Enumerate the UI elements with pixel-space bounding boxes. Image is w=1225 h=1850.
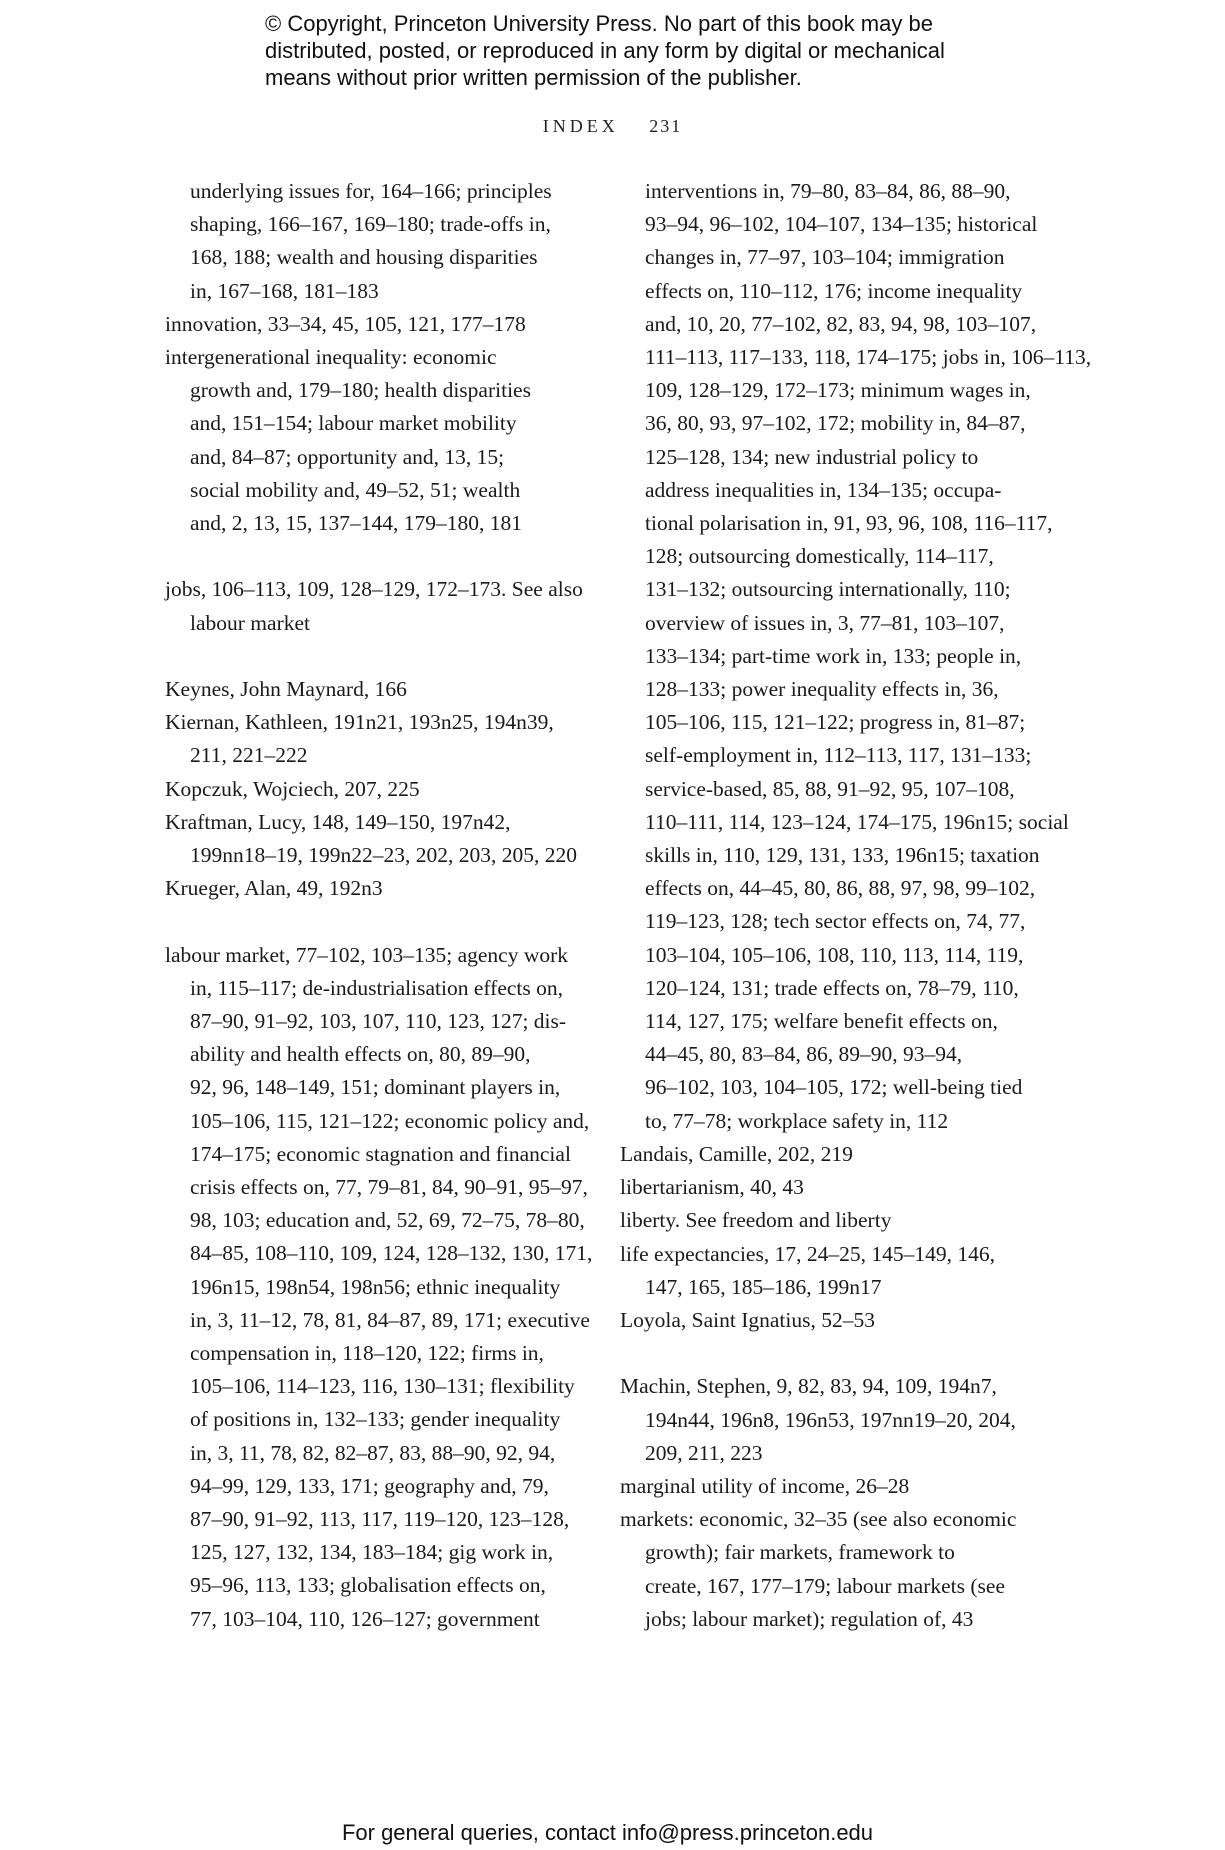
index-line: Landais, Camille, 202, 219 <box>620 1141 853 1166</box>
index-line: in, 167–168, 181–183 <box>190 278 379 303</box>
index-line: effects on, 44–45, 80, 86, 88, 97, 98, 99–102, <box>645 876 1036 901</box>
index-line: 44–45, 80, 83–84, 86, 89–90, 93–94, <box>645 1042 963 1067</box>
copyright-line: distributed, posted, or reproduced in any form by digital or mechanical <box>265 38 945 63</box>
index-line: Keynes, John Maynard, 166 <box>165 677 407 702</box>
index-line: 196n15, 198n54, 198n56; ethnic inequality <box>190 1274 561 1299</box>
index-line: 92, 96, 148–149, 151; dominant players in, <box>190 1075 561 1100</box>
index-line: libertarianism, 40, 43 <box>620 1175 804 1200</box>
index-line: Kraftman, Lucy, 148, 149–150, 197n42, <box>165 809 511 834</box>
footer-contact: For general queries, contact info@press.princeton.edu <box>341 1820 874 1845</box>
index-line: 105–106, 115, 121–122; progress in, 81–87; <box>645 710 1026 735</box>
index-line: jobs; labour market); regulation of, 43 <box>645 1606 974 1631</box>
index-line: 87–90, 91–92, 113, 117, 119–120, 123–128, <box>190 1507 570 1532</box>
page-number: 231 <box>649 116 683 136</box>
index-line: marginal utility of income, 26–28 <box>620 1473 910 1498</box>
index-label: INDEX <box>542 116 619 136</box>
index-line: 110–111, 114, 123–124, 174–175, 196n15; social <box>645 809 1069 834</box>
index-line: 119–123, 128; tech sector effects on, 74, 77, <box>645 909 1026 934</box>
index-line: innovation, 33–34, 45, 105, 121, 177–178 <box>165 311 526 336</box>
index-line: growth and, 179–180; health disparities <box>190 378 531 403</box>
index-line: growth); fair markets, framework to <box>645 1540 955 1565</box>
index-line: 95–96, 113, 133; globalisation effects on, <box>190 1573 546 1598</box>
index-line: effects on, 110–112, 176; income inequality <box>645 278 1023 303</box>
index-line: jobs, 106–113, 109, 128–129, 172–173. See also <box>165 577 583 602</box>
index-line: labour market, 77–102, 103–135; agency work <box>165 942 569 967</box>
index-line: compensation in, 118–120, 122; firms in, <box>190 1341 544 1366</box>
index-line: crisis effects on, 77, 79–81, 84, 90–91, 95–97, <box>190 1175 588 1200</box>
index-line: 105–106, 115, 121–122; economic policy and, <box>190 1108 590 1133</box>
index-line: 111–113, 117–133, 118, 174–175; jobs in, 106–113, <box>645 345 1092 370</box>
index-line: markets: economic, 32–35 (see also economic <box>620 1507 1017 1532</box>
index-line: shaping, 166–167, 169–180; trade-offs in, <box>190 212 551 237</box>
index-line: in, 3, 11–12, 78, 81, 84–87, 89, 171; executive <box>190 1307 590 1332</box>
index-line: 36, 80, 93, 97–102, 172; mobility in, 84–87, <box>645 411 1026 436</box>
index-line: 131–132; outsourcing internationally, 110; <box>645 577 1011 602</box>
index-line: 128; outsourcing domestically, 114–117, <box>645 544 994 569</box>
index-line: 168, 188; wealth and housing disparities <box>190 245 538 270</box>
copyright-notice <box>265 10 1025 91</box>
index-line: tional polarisation in, 91, 93, 96, 108, 116–117, <box>645 511 1053 536</box>
index-line: 103–104, 105–106, 108, 110, 113, 114, 119, <box>645 942 1024 967</box>
index-line: in, 3, 11, 78, 82, 82–87, 83, 88–90, 92, 94, <box>190 1440 556 1465</box>
index-line: and, 2, 13, 15, 137–144, 179–180, 181 <box>190 511 523 536</box>
index-line: 147, 165, 185–186, 199n17 <box>645 1274 882 1299</box>
index-column-right <box>620 175 1092 1636</box>
index-line: 128–133; power inequality effects in, 36, <box>645 677 999 702</box>
index-line: life expectancies, 17, 24–25, 145–149, 146, <box>620 1241 995 1266</box>
index-line: Machin, Stephen, 9, 82, 83, 94, 109, 194n7, <box>620 1374 997 1399</box>
index-line: 98, 103; education and, 52, 69, 72–75, 78–80, <box>190 1208 585 1233</box>
index-line: 93–94, 96–102, 104–107, 134–135; historical <box>645 212 1038 237</box>
index-line: of positions in, 132–133; gender inequality <box>190 1407 561 1432</box>
index-line: 77, 103–104, 110, 126–127; government <box>190 1606 540 1631</box>
index-line: Krueger, Alan, 49, 192n3 <box>165 876 383 901</box>
index-line: 174–175; economic stagnation and financial <box>190 1141 571 1166</box>
index-line: create, 167, 177–179; labour markets (see <box>645 1573 1005 1598</box>
index-line: 114, 127, 175; welfare benefit effects on, <box>645 1009 998 1034</box>
index-line: 125, 127, 132, 134, 183–184; gig work in, <box>190 1540 554 1565</box>
index-line: 199nn18–19, 199n22–23, 202, 203, 205, 220 <box>190 843 577 868</box>
index-line: skills in, 110, 129, 131, 133, 196n15; taxation <box>645 843 1040 868</box>
index-line: intergenerational inequality: economic <box>165 345 497 370</box>
index-line: 105–106, 114–123, 116, 130–131; flexibility <box>190 1374 575 1399</box>
index-line: in, 115–117; de-industrialisation effects on, <box>190 975 563 1000</box>
index-line: interventions in, 79–80, 83–84, 86, 88–90, <box>645 179 1011 203</box>
copyright-line: means without prior written permission of the publisher. <box>265 65 802 90</box>
index-line: to, 77–78; workplace safety in, 112 <box>645 1108 949 1133</box>
index-line: underlying issues for, 164–166; principles <box>190 179 552 203</box>
index-line: Kopczuk, Wojciech, 207, 225 <box>165 776 420 801</box>
index-line: 194n44, 196n8, 196n53, 197nn19–20, 204, <box>645 1407 1016 1432</box>
index-line: and, 10, 20, 77–102, 82, 83, 94, 98, 103–107, <box>645 311 1037 336</box>
index-line: social mobility and, 49–52, 51; wealth <box>190 477 521 502</box>
index-line: self-employment in, 112–113, 117, 131–133; <box>645 743 1032 768</box>
index-line: and, 84–87; opportunity and, 13, 15; <box>190 444 505 469</box>
index-line: 211, 221–222 <box>190 743 308 768</box>
index-line: Kiernan, Kathleen, 191n21, 193n25, 194n39, <box>165 710 554 735</box>
index-line: 84–85, 108–110, 109, 124, 128–132, 130, 171, <box>190 1241 593 1266</box>
index-line: ability and health effects on, 80, 89–90, <box>190 1042 531 1067</box>
index-line: 96–102, 103, 104–105, 172; well-being tied <box>645 1075 1023 1100</box>
running-head <box>0 116 1225 137</box>
index-line: changes in, 77–97, 103–104; immigration <box>645 245 1005 270</box>
index-line: 125–128, 134; new industrial policy to <box>645 444 979 469</box>
index-line: 133–134; part-time work in, 133; people in, <box>645 643 1022 668</box>
footer <box>0 1820 1225 1846</box>
copyright-line: © Copyright, Princeton University Press. No part of this book may be <box>265 11 933 36</box>
index-line: 94–99, 129, 133, 171; geography and, 79, <box>190 1473 549 1498</box>
index-line: 109, 128–129, 172–173; minimum wages in, <box>645 378 1031 403</box>
index-column-left <box>165 175 593 1636</box>
index-line: Loyola, Saint Ignatius, 52–53 <box>620 1307 875 1332</box>
index-line: service-based, 85, 88, 91–92, 95, 107–108, <box>645 776 1015 801</box>
index-line: labour market <box>190 610 310 635</box>
index-line: 209, 211, 223 <box>645 1440 763 1465</box>
index-line: and, 151–154; labour market mobility <box>190 411 517 436</box>
index-line: liberty. See freedom and liberty <box>620 1208 892 1233</box>
index-line: 87–90, 91–92, 103, 107, 110, 123, 127; dis- <box>190 1009 567 1034</box>
index-line: address inequalities in, 134–135; occupa- <box>645 477 1002 502</box>
index-line: 120–124, 131; trade effects on, 78–79, 110, <box>645 975 1019 1000</box>
index-line: overview of issues in, 3, 77–81, 103–107, <box>645 610 1005 635</box>
